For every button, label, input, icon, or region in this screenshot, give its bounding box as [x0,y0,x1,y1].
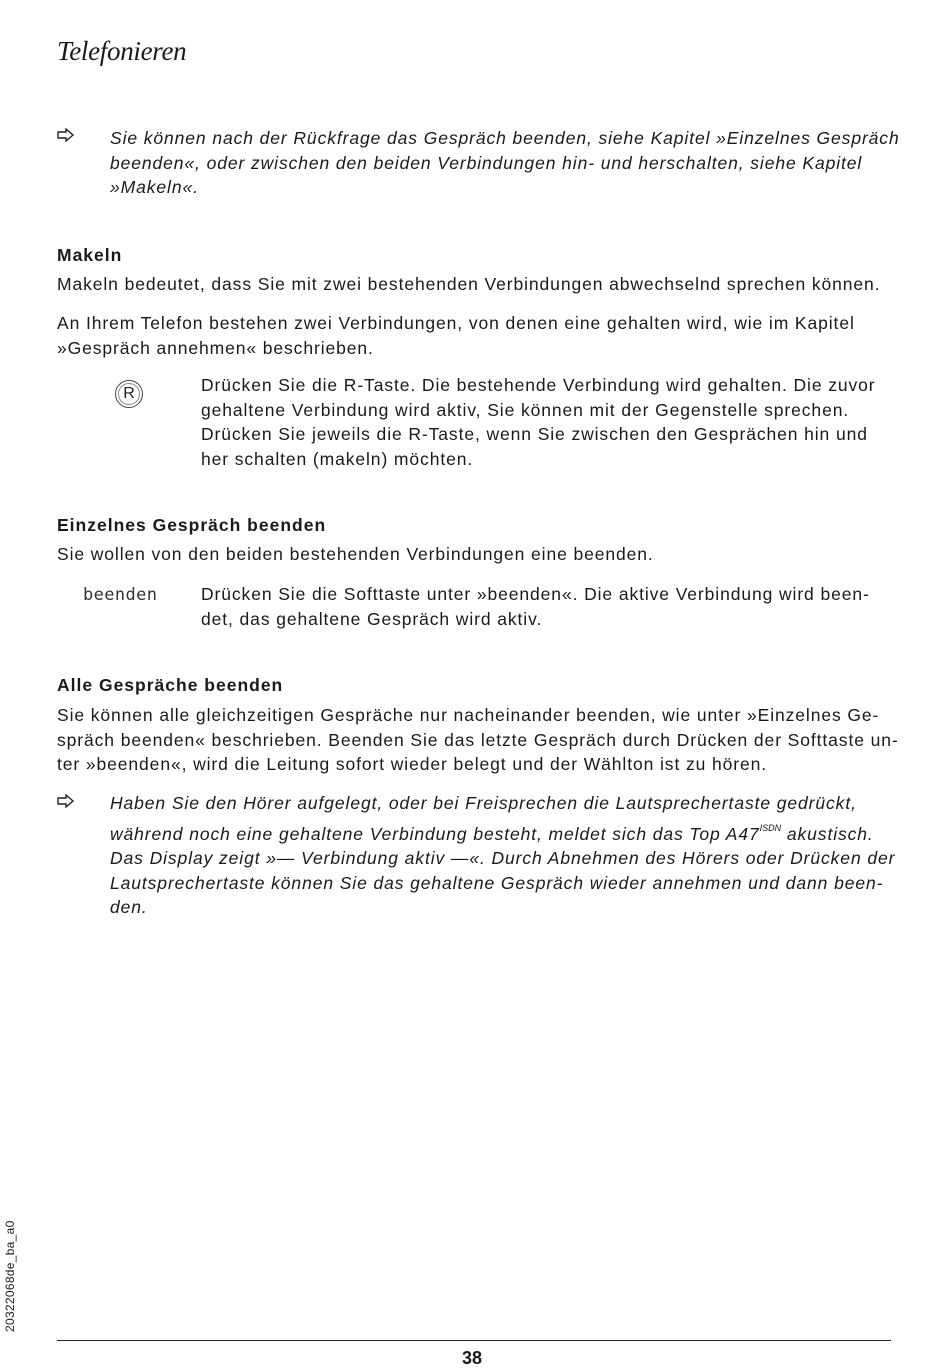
note-line: den. [110,897,148,917]
note-line: »Makeln«. [110,177,199,197]
instruction-line: Drücken Sie die Softtaste unter »beenden«. Die aktive Verbindung wird been- [201,584,870,604]
paragraph-line: ter »beenden«, wird die Leitung sofort wieder belegt und der Wählton ist zu hören. [57,754,768,774]
note-line: Haben Sie den Hörer aufgelegt, oder bei Freisprechen die Lautsprechertaste gedrückt, [110,793,857,813]
instruction-line: Drücken Sie die R-Taste. Die bestehende Verbindung wird gehalten. Die zuvor [201,375,876,395]
r-key-label: R [118,383,140,405]
instruction-line: her schalten (makeln) möchten. [201,448,474,469]
einzelnes-intro: Sie wollen von den beiden bestehenden Verbindungen eine beenden. [57,544,654,564]
section-heading-makeln: Makeln [57,245,123,265]
note-arrow-icon [57,128,75,142]
note-line [110,816,895,847]
instruction-line: det, das gehaltene Gespräch wird aktiv. [201,608,543,629]
r-key-icon [115,380,143,408]
softkey-instructions [201,582,870,631]
alle-paragraph [57,703,899,777]
r-key-instructions [201,373,876,471]
softkey-display-label: beenden [83,585,158,605]
section-heading-einzelnes: Einzelnes Gespräch beenden [57,515,327,535]
note-paragraph [110,791,895,920]
footer-divider [57,1340,891,1341]
note-text: akustisch. [781,823,874,844]
note-line: Das Display zeigt »— Verbindung aktiv —«. Durch Abnehmen des Hörers oder Drücken der [110,848,896,868]
note-line: beenden«, oder zwischen den beiden Verbindungen hin- und herschalten, siehe Kapitel [110,152,863,173]
isdn-superscript: ISDN [759,822,782,833]
page-title: Telefonieren [57,36,187,66]
instruction-line: gehaltene Verbindung wird aktiv, Sie können mit der Gegenstelle sprechen. [201,399,850,420]
section-heading-alle: Alle Gespräche beenden [57,675,284,695]
paragraph-line: »Gespräch annehmen« beschrieben. [57,337,374,358]
note-paragraph [110,126,900,200]
paragraph-line: Sie können alle gleichzeitigen Gespräche nur nacheinander beenden, wie unter »Einzelnes Ge- [57,705,880,725]
note-text: während noch eine gehaltene Verbindung besteht, meldet sich das Top A47 [110,823,760,844]
document-id: 20322068de_ba_a0 [3,1220,17,1332]
makeln-paragraph [57,311,855,360]
page-number: 38 [462,1348,483,1368]
makeln-intro: Makeln bedeutet, dass Sie mit zwei bestehenden Verbindungen abwechselnd sprechen können. [57,274,881,294]
note-arrow-icon [57,794,75,808]
instruction-line: Drücken Sie jeweils die R-Taste, wenn Sie zwischen den Gesprächen hin und [201,424,868,444]
paragraph-line: spräch beenden« beschrieben. Beenden Sie das letzte Gespräch durch Drücken der Softtaste un- [57,729,899,750]
paragraph-line: An Ihrem Telefon bestehen zwei Verbindungen, von denen eine gehalten wird, wie im Kapitel [57,313,855,333]
note-line: Lautsprechertaste können Sie das gehaltene Gespräch wieder annehmen und dann been- [110,872,884,893]
note-line: Sie können nach der Rückfrage das Gespräch beenden, siehe Kapitel »Einzelnes Gespräch [110,128,900,148]
